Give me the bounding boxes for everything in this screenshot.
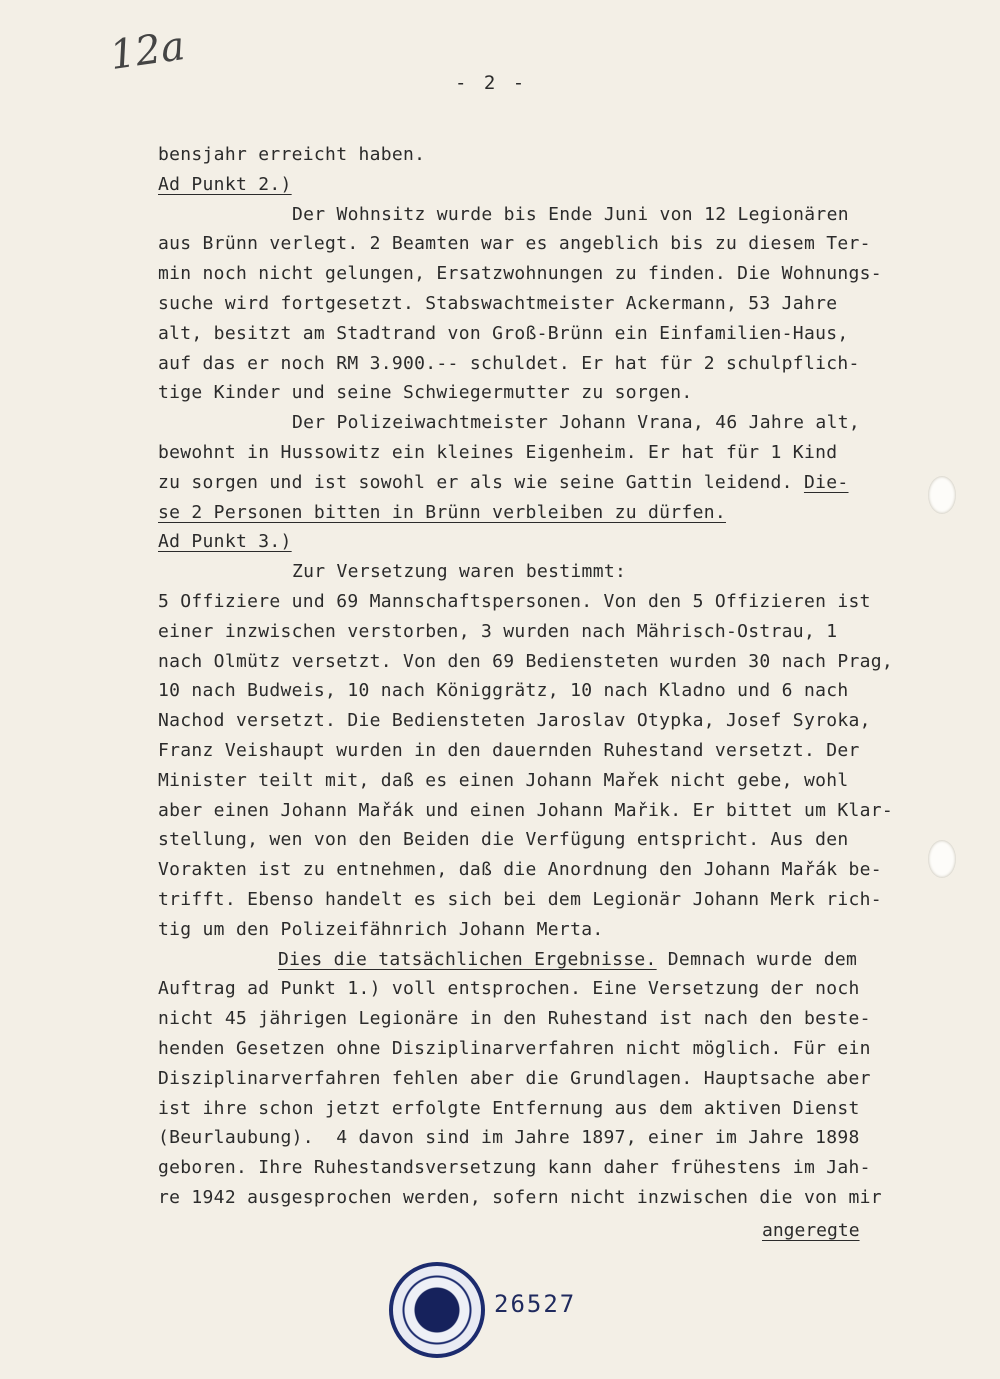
text-line: ist ihre schon jetzt erfolgte Entfernung aus dem aktiven Dienst bbox=[158, 1097, 860, 1119]
text-segment: Demnach wurde dem bbox=[656, 948, 858, 970]
text-line: henden Gesetzen ohne Disziplinarverfahren nicht möglich. Für ein bbox=[158, 1037, 871, 1059]
text-line: bensjahr erreicht haben. bbox=[158, 144, 426, 165]
text-line: trifft. Ebenso handelt es sich bei dem Legionär Johann Merk rich- bbox=[158, 888, 882, 910]
text-line: bewohnt in Hussowitz ein kleines Eigenheim. Er hat für 1 Kind bbox=[158, 441, 838, 463]
text-line: Auftrag ad Punkt 1.) voll entsprochen. Eine Versetzung der noch bbox=[158, 978, 860, 1000]
section-heading: Ad Punkt 3.) bbox=[158, 531, 292, 553]
text-line: geboren. Ihre Ruhestandsversetzung kann daher frühestens im Jah- bbox=[158, 1157, 871, 1179]
text-line: 5 Offiziere und 69 Mannschaftspersonen. Von den 5 Offizieren ist bbox=[158, 590, 871, 612]
page-number: - 2 - bbox=[455, 72, 528, 94]
text-line: (Beurlaubung). 4 davon sind im Jahre 1897, einer im Jahre 1898 bbox=[158, 1127, 860, 1149]
text-line: aber einen Johann Mařák und einen Johann Mařik. Er bittet um Klar- bbox=[158, 799, 894, 821]
underlined-text: Dies die tatsächlichen Ergebnisse. bbox=[278, 948, 657, 970]
text-line: Vorakten ist zu entnehmen, daß die Anordnung den Johann Mařák be- bbox=[158, 859, 882, 881]
underlined-text: Die- bbox=[803, 471, 849, 493]
text-line: suche wird fortgesetzt. Stabswachtmeister Ackermann, 53 Jahre bbox=[158, 292, 838, 314]
text-line: min noch nicht gelungen, Ersatzwohnungen zu finden. Die Wohnungs- bbox=[158, 263, 882, 285]
text-line: nach Olmütz versetzt. Von den 69 Bediensteten wurden 30 nach Prag, bbox=[158, 650, 894, 672]
punch-hole bbox=[928, 840, 956, 878]
text-line bbox=[158, 945, 958, 975]
text-line: Minister teilt mit, daß es einen Johann Mařek nicht gebe, wohl bbox=[158, 769, 849, 791]
text-line: Disziplinarverfahren fehlen aber die Grundlagen. Hauptsache aber bbox=[158, 1067, 871, 1089]
text-line: stellung, wen von den Beiden die Verfügung entspricht. Aus den bbox=[158, 829, 849, 851]
text-segment: zu sorgen und ist sowohl er als wie seine Gattin leidend. bbox=[158, 471, 804, 493]
archive-number: 26527 bbox=[494, 1290, 577, 1318]
archive-stamp bbox=[389, 1262, 485, 1358]
text-line bbox=[158, 468, 958, 498]
underlined-text-line: se 2 Personen bitten in Brünn verbleiben zu dürfen. bbox=[158, 501, 726, 523]
text-line: Franz Veishaupt wurden in den dauernden Ruhestand versetzt. Der bbox=[158, 739, 860, 761]
section-heading: Ad Punkt 2.) bbox=[158, 173, 292, 195]
text-line: Zur Versetzung waren bestimmt: bbox=[292, 561, 627, 583]
text-line: Der Wohnsitz wurde bis Ende Juni von 12 Legionären bbox=[292, 203, 849, 225]
text-line: tige Kinder und seine Schwiegermutter zu sorgen. bbox=[158, 382, 693, 404]
text-line: nicht 45 jährigen Legionäre in den Ruhestand ist nach den beste- bbox=[158, 1008, 871, 1030]
text-line: Nachod versetzt. Die Bediensteten Jaroslav Otypka, Josef Syroka, bbox=[158, 710, 871, 732]
text-line: auf das er noch RM 3.900.-- schuldet. Er hat für 2 schulpflich- bbox=[158, 352, 860, 374]
text-line: re 1942 ausgesprochen werden, sofern nicht inzwischen die von mir bbox=[158, 1186, 882, 1208]
text-line: Der Polizeiwachtmeister Johann Vrana, 46 Jahre alt, bbox=[292, 412, 860, 434]
typed-letter-body bbox=[158, 140, 958, 1213]
handwritten-folio-note: 12a bbox=[107, 23, 188, 79]
text-line: alt, besitzt am Stadtrand von Groß-Brünn ein Einfamilien-Haus, bbox=[158, 322, 849, 344]
punch-hole bbox=[928, 476, 956, 514]
text-line: 10 nach Budweis, 10 nach Königgrätz, 10 nach Kladno und 6 nach bbox=[158, 680, 849, 702]
text-line: tig um den Polizeifähnrich Johann Merta. bbox=[158, 918, 604, 940]
catchword: angeregte bbox=[762, 1220, 860, 1241]
text-line: einer inzwischen verstorben, 3 wurden nach Mährisch-Ostrau, 1 bbox=[158, 620, 838, 642]
text-line: aus Brünn verlegt. 2 Beamten war es angeblich bis zu diesem Ter- bbox=[158, 233, 871, 255]
